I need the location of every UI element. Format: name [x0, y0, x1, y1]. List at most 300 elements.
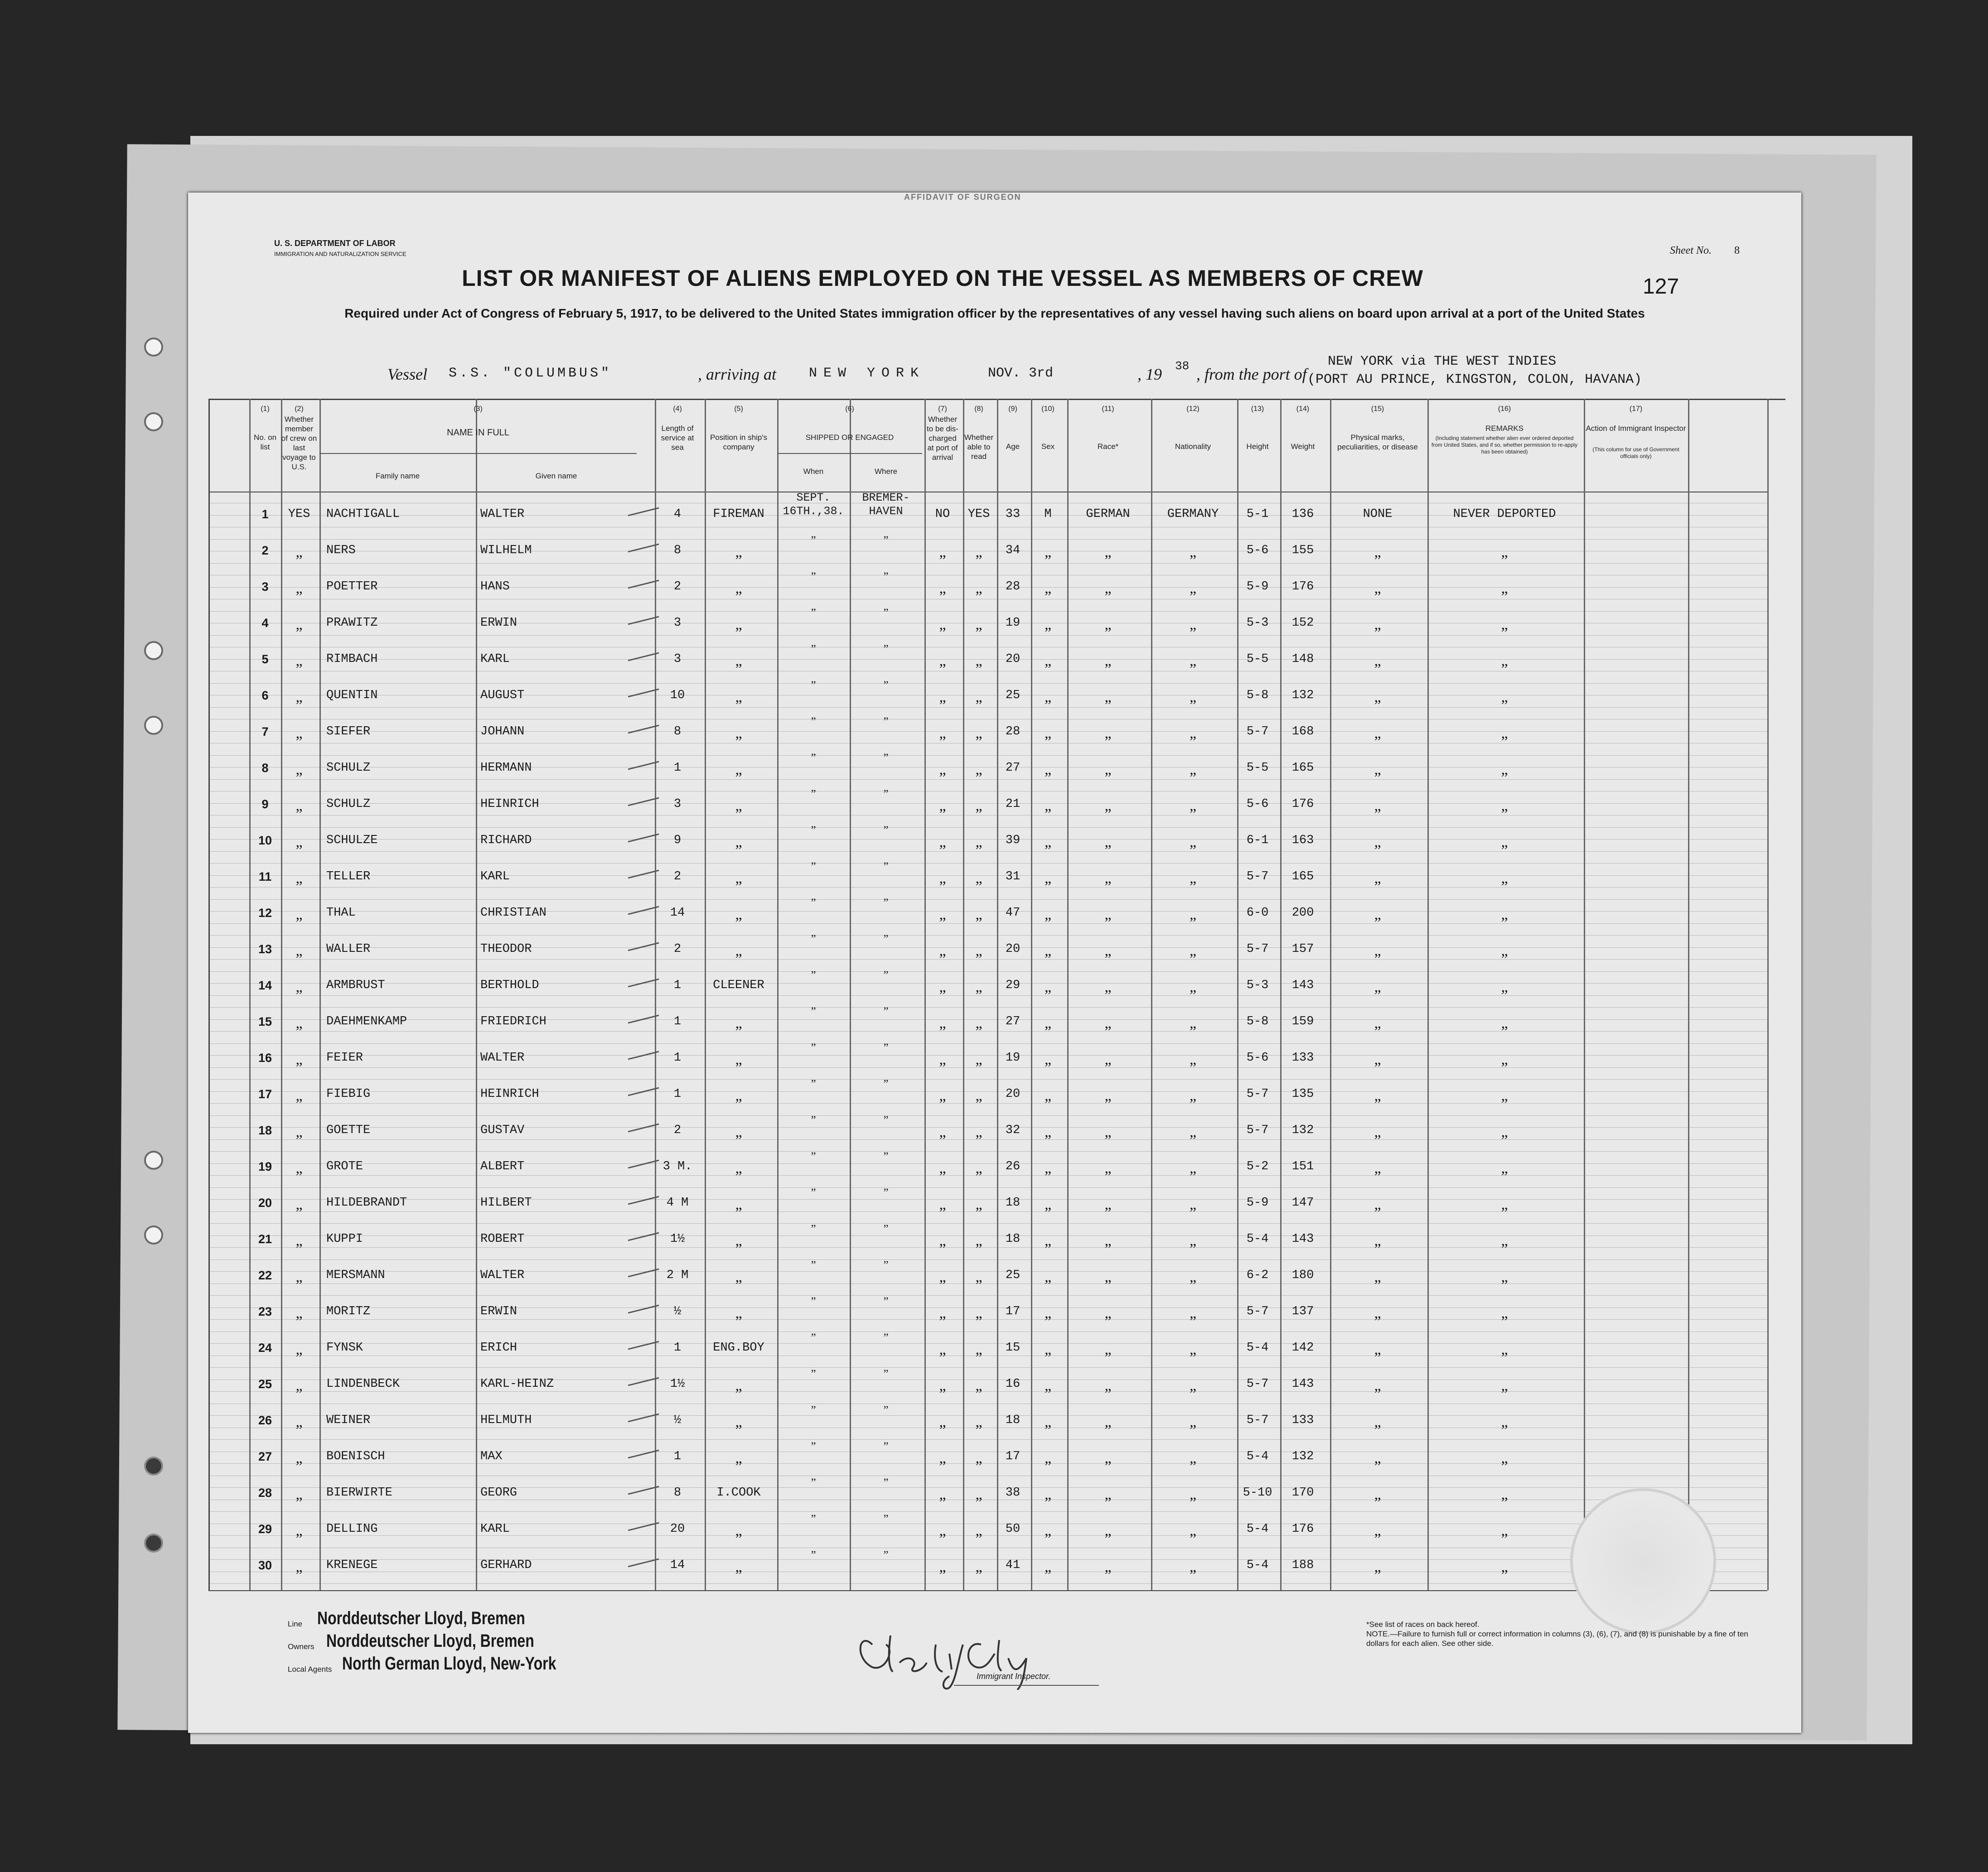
cell-race: „	[1104, 1414, 1112, 1430]
sheet-label: Sheet No.	[1670, 245, 1712, 256]
col17-header: Action of Immigrant Inspector	[1586, 424, 1686, 433]
cell-weight: 163	[1291, 834, 1314, 847]
cell-family: FEIER	[326, 1051, 363, 1065]
cell-given: KARL	[480, 1522, 510, 1536]
cell-family: PRAWITZ	[326, 616, 378, 630]
cell-family: SCHULZ	[326, 797, 371, 811]
cell-when: „	[811, 709, 816, 721]
cell-sex: „	[1044, 1377, 1052, 1394]
cell-nationality: „	[1189, 1015, 1197, 1032]
cell-age: 27	[1005, 1015, 1021, 1028]
cell-age: 33	[1005, 507, 1021, 521]
cell-where: „	[883, 1543, 889, 1555]
cell-height: 6-2	[1246, 1269, 1269, 1282]
arriving-label: , arriving at	[698, 365, 777, 383]
cell-read: „	[975, 870, 982, 887]
manifest-page	[188, 193, 1801, 1733]
cell-last: „	[295, 1087, 303, 1104]
cell-where: „	[883, 528, 889, 540]
cell-remarks: „	[1501, 1486, 1508, 1503]
cell-where: „	[883, 926, 889, 939]
cell-when: „	[811, 1180, 816, 1192]
cell-discharged: „	[939, 580, 946, 597]
cell-sex: „	[1044, 1196, 1052, 1213]
cell-where: „	[883, 637, 889, 649]
cell-when: „	[811, 1470, 816, 1482]
cell-service: 3	[673, 616, 682, 630]
cell-last: „	[295, 1160, 303, 1177]
cell-position: „	[735, 689, 742, 705]
cell-service: 1	[673, 1341, 682, 1355]
cell-weight: 135	[1291, 1087, 1314, 1101]
cell-weight: 143	[1291, 1232, 1314, 1246]
cell-read: „	[975, 652, 982, 669]
line-stamp: Norddeutscher Lloyd, Bremen	[317, 1608, 525, 1628]
cell-height: 5-6	[1246, 797, 1269, 811]
cell-discharged: „	[939, 834, 946, 850]
cell-where: BREMER-HAVEN	[862, 491, 910, 518]
cell-position: „	[735, 1051, 742, 1068]
col16-header: REMARKS	[1485, 424, 1524, 433]
col17-number: (17)	[1629, 405, 1643, 413]
cell-marks: „	[1374, 580, 1381, 597]
cell-discharged: „	[939, 1051, 946, 1068]
cell-read: „	[975, 1196, 982, 1213]
col13-header: Height	[1246, 442, 1269, 451]
cell-last: „	[295, 1558, 303, 1575]
cell-service: 4 M	[666, 1196, 689, 1210]
cell-marks: „	[1374, 1558, 1381, 1575]
cell-weight: 132	[1291, 1124, 1314, 1137]
cell-position: „	[735, 1414, 742, 1430]
cell-given: AUGUST	[480, 689, 525, 702]
cell-weight: 147	[1291, 1196, 1314, 1210]
cell-discharged: „	[939, 1450, 946, 1467]
cell-remarks: „	[1501, 797, 1508, 814]
cell-last: „	[295, 1486, 303, 1503]
cell-age: 20	[1005, 942, 1021, 956]
cell-family: POETTER	[326, 580, 378, 593]
cell-remarks: „	[1501, 979, 1508, 995]
cell-service: ½	[673, 1414, 682, 1427]
cell-race: „	[1104, 616, 1112, 633]
cell-when: „	[811, 1289, 816, 1301]
cell-marks: „	[1374, 1087, 1381, 1104]
cell-height: 5-1	[1246, 507, 1269, 521]
cell-discharged: „	[939, 1124, 946, 1140]
cell-nationality: „	[1189, 616, 1197, 633]
cell-race: „	[1104, 1486, 1112, 1503]
from-port-label: , from the port of	[1196, 365, 1307, 383]
arriving-port: NEW YORK	[809, 366, 925, 381]
cell-no: 21	[258, 1232, 272, 1246]
cell-where: „	[883, 854, 889, 866]
sheet-no: 8	[1734, 245, 1740, 256]
cell-read: „	[975, 1522, 982, 1539]
cell-weight: 165	[1291, 870, 1314, 883]
cell-position: „	[735, 652, 742, 669]
table-row	[208, 854, 1767, 897]
cell-service: 2	[673, 870, 682, 883]
cell-height: 5-7	[1246, 942, 1269, 956]
col15-header: Physical marks, peculiarities, or disease	[1337, 433, 1418, 451]
cell-remarks: „	[1501, 1341, 1508, 1358]
cell-last: „	[295, 1269, 303, 1285]
arrival-date: NOV. 3rd	[988, 366, 1054, 381]
cell-remarks: „	[1501, 1269, 1508, 1285]
cell-no: 12	[258, 906, 272, 920]
cell-when: „	[811, 1108, 816, 1120]
owners-label: Owners	[288, 1642, 314, 1651]
cell-where: „	[883, 1470, 889, 1482]
cell-weight: 170	[1291, 1486, 1314, 1500]
cell-given: HELMUTH	[480, 1414, 532, 1427]
cell-height: 5-7	[1246, 1087, 1269, 1101]
cell-read: „	[975, 979, 982, 995]
cell-position: „	[735, 1087, 742, 1104]
cell-race: „	[1104, 1051, 1112, 1068]
table-row	[208, 999, 1767, 1042]
cell-height: 5-2	[1246, 1160, 1269, 1173]
cell-discharged: „	[939, 870, 946, 887]
cell-remarks: „	[1501, 689, 1508, 705]
cell-sex: „	[1044, 979, 1052, 995]
cell-age: 32	[1005, 1124, 1021, 1137]
cell-service: 9	[673, 834, 682, 847]
cell-height: 5-8	[1246, 689, 1269, 702]
cell-last: „	[295, 906, 303, 923]
cell-read: „	[975, 1087, 982, 1104]
cell-service: 1	[673, 1015, 682, 1028]
cell-position: „	[735, 580, 742, 597]
cell-last: „	[295, 761, 303, 778]
cell-last: „	[295, 1196, 303, 1213]
cell-age: 17	[1005, 1450, 1021, 1463]
cell-family: BIERWIRTE	[326, 1486, 392, 1500]
year-suffix: 38	[1175, 359, 1190, 373]
cell-last: „	[295, 652, 303, 669]
table-row	[208, 963, 1767, 1006]
cell-discharged: „	[939, 797, 946, 814]
cell-marks: „	[1374, 1341, 1381, 1358]
cell-age: 20	[1005, 652, 1021, 666]
cell-marks: „	[1374, 1051, 1381, 1068]
cell-remarks: „	[1501, 1522, 1508, 1539]
cell-sex: „	[1044, 1558, 1052, 1575]
cell-given: KARL	[480, 870, 510, 883]
cell-remarks: „	[1501, 1414, 1508, 1430]
cell-weight: 152	[1291, 616, 1314, 630]
cell-read: „	[975, 1305, 982, 1322]
cell-age: 26	[1005, 1160, 1021, 1173]
cell-race: „	[1104, 580, 1112, 597]
cell-family: MORITZ	[326, 1305, 371, 1318]
cell-service: 1	[673, 1087, 682, 1101]
cell-read: „	[975, 1486, 982, 1503]
cell-age: 41	[1005, 1558, 1021, 1572]
cell-where: „	[883, 818, 889, 830]
cell-sex: „	[1044, 580, 1052, 597]
col15-number: (15)	[1371, 405, 1384, 413]
cell-remarks: „	[1501, 906, 1508, 923]
cell-age: 16	[1005, 1377, 1021, 1391]
cell-given: WILHELM	[480, 544, 532, 557]
cell-where: „	[883, 1144, 889, 1156]
cell-no: 7	[261, 725, 269, 738]
table-row	[208, 890, 1767, 933]
cell-position: „	[735, 1450, 742, 1467]
cell-age: 28	[1005, 580, 1021, 593]
agents-label: Local Agents	[288, 1665, 332, 1674]
cell-height: 6-0	[1246, 906, 1269, 920]
table-bottom-rule	[208, 1590, 1767, 1591]
cell-position: „	[735, 761, 742, 778]
cell-where: „	[883, 1361, 889, 1374]
cell-height: 6-1	[1246, 834, 1269, 847]
cell-marks: NONE	[1363, 507, 1393, 521]
cell-family: GOETTE	[326, 1124, 371, 1137]
cell-read: „	[975, 1269, 982, 1285]
cell-marks: „	[1374, 1124, 1381, 1140]
cell-race: „	[1104, 1377, 1112, 1394]
cell-race: „	[1104, 1522, 1112, 1539]
cell-age: 28	[1005, 725, 1021, 738]
cell-service: 3 M.	[663, 1160, 692, 1173]
col16-number: (16)	[1498, 405, 1511, 413]
cell-height: 5-9	[1246, 1196, 1269, 1210]
cell-service: 2	[673, 580, 682, 593]
table-row	[208, 745, 1767, 788]
table-row	[208, 1543, 1767, 1586]
cell-where: „	[883, 782, 889, 794]
cell-read: „	[975, 544, 982, 560]
service-name: IMMIGRATION AND NATURALIZATION SERVICE	[274, 251, 406, 257]
cell-marks: „	[1374, 1450, 1381, 1467]
cell-weight: 136	[1291, 507, 1314, 521]
where-header: Where	[874, 467, 898, 476]
cell-no: 25	[258, 1377, 272, 1391]
cell-when: „	[811, 564, 816, 576]
cell-nationality: „	[1189, 1305, 1197, 1322]
cell-remarks: „	[1501, 1051, 1508, 1068]
cell-weight: 176	[1291, 580, 1314, 593]
cell-weight: 137	[1291, 1305, 1314, 1318]
cell-read: „	[975, 616, 982, 633]
table-row	[208, 1144, 1767, 1187]
cell-discharged: „	[939, 1414, 946, 1430]
col14-header: Weight	[1291, 442, 1315, 451]
cell-discharged: „	[939, 1015, 946, 1032]
cell-nationality: „	[1189, 979, 1197, 995]
cell-position: „	[735, 1196, 742, 1213]
cell-nationality: „	[1189, 906, 1197, 923]
cell-remarks: „	[1501, 870, 1508, 887]
cell-race: „	[1104, 1015, 1112, 1032]
cell-family: DAEHMENKAMP	[326, 1015, 407, 1028]
cell-no: 26	[258, 1414, 272, 1427]
cell-position: CLEENER	[713, 979, 764, 992]
cell-position: „	[735, 1269, 742, 1285]
col8-number: (8)	[974, 405, 983, 413]
cell-where: „	[883, 709, 889, 721]
cell-no: 23	[258, 1305, 272, 1318]
cell-sex: „	[1044, 1232, 1052, 1249]
footer-note	[1366, 1620, 1765, 1648]
cell-given: ERICH	[480, 1341, 518, 1355]
cell-sex: „	[1044, 1269, 1052, 1285]
cell-no: 11	[258, 870, 272, 883]
cell-weight: 133	[1291, 1414, 1314, 1427]
cell-height: 5-4	[1246, 1341, 1269, 1355]
cell-when: „	[811, 1071, 816, 1084]
cell-read: „	[975, 1341, 982, 1358]
cell-family: FIEBIG	[326, 1087, 371, 1101]
cell-no: 30	[258, 1558, 272, 1572]
cell-no: 22	[258, 1269, 272, 1282]
cell-family: DELLING	[326, 1522, 378, 1536]
col4-number: (4)	[673, 405, 682, 413]
cell-service: ½	[673, 1305, 682, 1318]
cell-age: 29	[1005, 979, 1021, 992]
cell-where: „	[883, 1253, 889, 1265]
voyage-line	[188, 356, 1801, 396]
cell-height: 5-7	[1246, 1414, 1269, 1427]
cell-service: 1	[673, 761, 682, 775]
cell-height: 5-4	[1246, 1232, 1269, 1246]
cell-where: „	[883, 999, 889, 1011]
cell-no: 17	[258, 1087, 272, 1101]
cell-discharged: „	[939, 906, 946, 923]
cell-where: „	[883, 673, 889, 685]
cell-when: „	[811, 818, 816, 830]
inspector-label: Immigrant Inspector.	[977, 1672, 1051, 1681]
cell-last: „	[295, 580, 303, 597]
cell-nationality: „	[1189, 797, 1197, 814]
cell-given: MAX	[480, 1450, 503, 1463]
cell-remarks: „	[1501, 616, 1508, 633]
cell-where: „	[883, 1035, 889, 1047]
cell-position: „	[735, 1232, 742, 1249]
cell-service: 8	[673, 1486, 682, 1500]
cell-given: ROBERT	[480, 1232, 525, 1246]
cell-race: „	[1104, 689, 1112, 705]
col2-number: (2)	[295, 405, 304, 413]
cell-when: „	[811, 745, 816, 757]
cell-last: „	[295, 1051, 303, 1068]
cell-discharged: „	[939, 979, 946, 995]
cell-position: „	[735, 834, 742, 850]
table-row	[208, 1506, 1767, 1549]
cell-service: 2	[673, 942, 682, 956]
cell-discharged: „	[939, 1522, 946, 1539]
cell-service: 14	[670, 906, 685, 920]
cell-race: „	[1104, 1196, 1112, 1213]
cell-height: 5-6	[1246, 544, 1269, 557]
cell-last: „	[295, 870, 303, 887]
column-rule	[1767, 399, 1769, 1590]
cell-marks: „	[1374, 1269, 1381, 1285]
table-row	[208, 491, 1767, 535]
cell-height: 5-3	[1246, 616, 1269, 630]
table-row	[208, 673, 1767, 716]
cell-when: „	[811, 1144, 816, 1156]
cell-position: „	[735, 1522, 742, 1539]
cell-marks: „	[1374, 1015, 1381, 1032]
cell-given: GEORG	[480, 1486, 518, 1500]
cell-sex: „	[1044, 1341, 1052, 1358]
cell-sex: „	[1044, 652, 1052, 669]
cell-nationality: „	[1189, 1414, 1197, 1430]
cell-nationality: „	[1189, 1124, 1197, 1140]
col1-number: (1)	[261, 405, 270, 413]
handwritten-sheet-number: 127	[1643, 275, 1679, 299]
cell-last: „	[295, 1305, 303, 1322]
cell-no: 20	[258, 1196, 272, 1210]
cell-discharged: „	[939, 1196, 946, 1213]
cell-no: 1	[261, 507, 269, 521]
cell-race: „	[1104, 1450, 1112, 1467]
cell-sex: „	[1044, 870, 1052, 887]
cell-last: „	[295, 797, 303, 814]
cell-read: „	[975, 1051, 982, 1068]
cell-read: „	[975, 834, 982, 850]
cell-age: 25	[1005, 689, 1021, 702]
cell-read: „	[975, 1558, 982, 1575]
department-header	[274, 238, 406, 260]
cell-family: ARMBRUST	[326, 979, 385, 992]
cell-family: SCHULZ	[326, 761, 371, 775]
cell-height: 5-5	[1246, 652, 1269, 666]
cell-race: „	[1104, 761, 1112, 778]
cell-position: „	[735, 942, 742, 959]
cell-remarks: „	[1501, 834, 1508, 850]
table-row	[208, 1216, 1767, 1259]
cell-service: 14	[670, 1558, 685, 1572]
cell-family: HILDEBRANDT	[326, 1196, 407, 1210]
cell-family: LINDENBECK	[326, 1377, 400, 1391]
cell-weight: 132	[1291, 1450, 1314, 1463]
cell-discharged: „	[939, 1377, 946, 1394]
cell-nationality: „	[1189, 761, 1197, 778]
cell-given: KARL-HEINZ	[480, 1377, 554, 1391]
cell-family: GROTE	[326, 1160, 363, 1173]
cell-marks: „	[1374, 979, 1381, 995]
col11-number: (11)	[1102, 405, 1114, 413]
cell-nationality: „	[1189, 652, 1197, 669]
cell-nationality: „	[1189, 1341, 1197, 1358]
cell-no: 19	[258, 1160, 272, 1173]
cell-no: 14	[258, 979, 272, 992]
cell-where: „	[883, 1398, 889, 1410]
cell-position: „	[735, 544, 742, 560]
races-note: *See list of races on back hereof.	[1366, 1620, 1480, 1629]
cell-height: 5-10	[1243, 1486, 1272, 1500]
cell-age: 15	[1005, 1341, 1021, 1355]
cell-sex: „	[1044, 1051, 1052, 1068]
cell-marks: „	[1374, 1522, 1381, 1539]
table-row	[208, 926, 1767, 970]
cell-sex: „	[1044, 689, 1052, 705]
cell-nationality: „	[1189, 942, 1197, 959]
cell-last: „	[295, 1450, 303, 1467]
cell-marks: „	[1374, 1160, 1381, 1177]
col7-header: Whether to be dis-charged at port of arrival	[927, 415, 958, 462]
table-row	[208, 637, 1767, 680]
cell-no: 13	[258, 942, 272, 956]
cell-where: „	[883, 1180, 889, 1192]
col8-header: Whether able to read	[964, 433, 994, 461]
cell-marks: „	[1374, 906, 1381, 923]
